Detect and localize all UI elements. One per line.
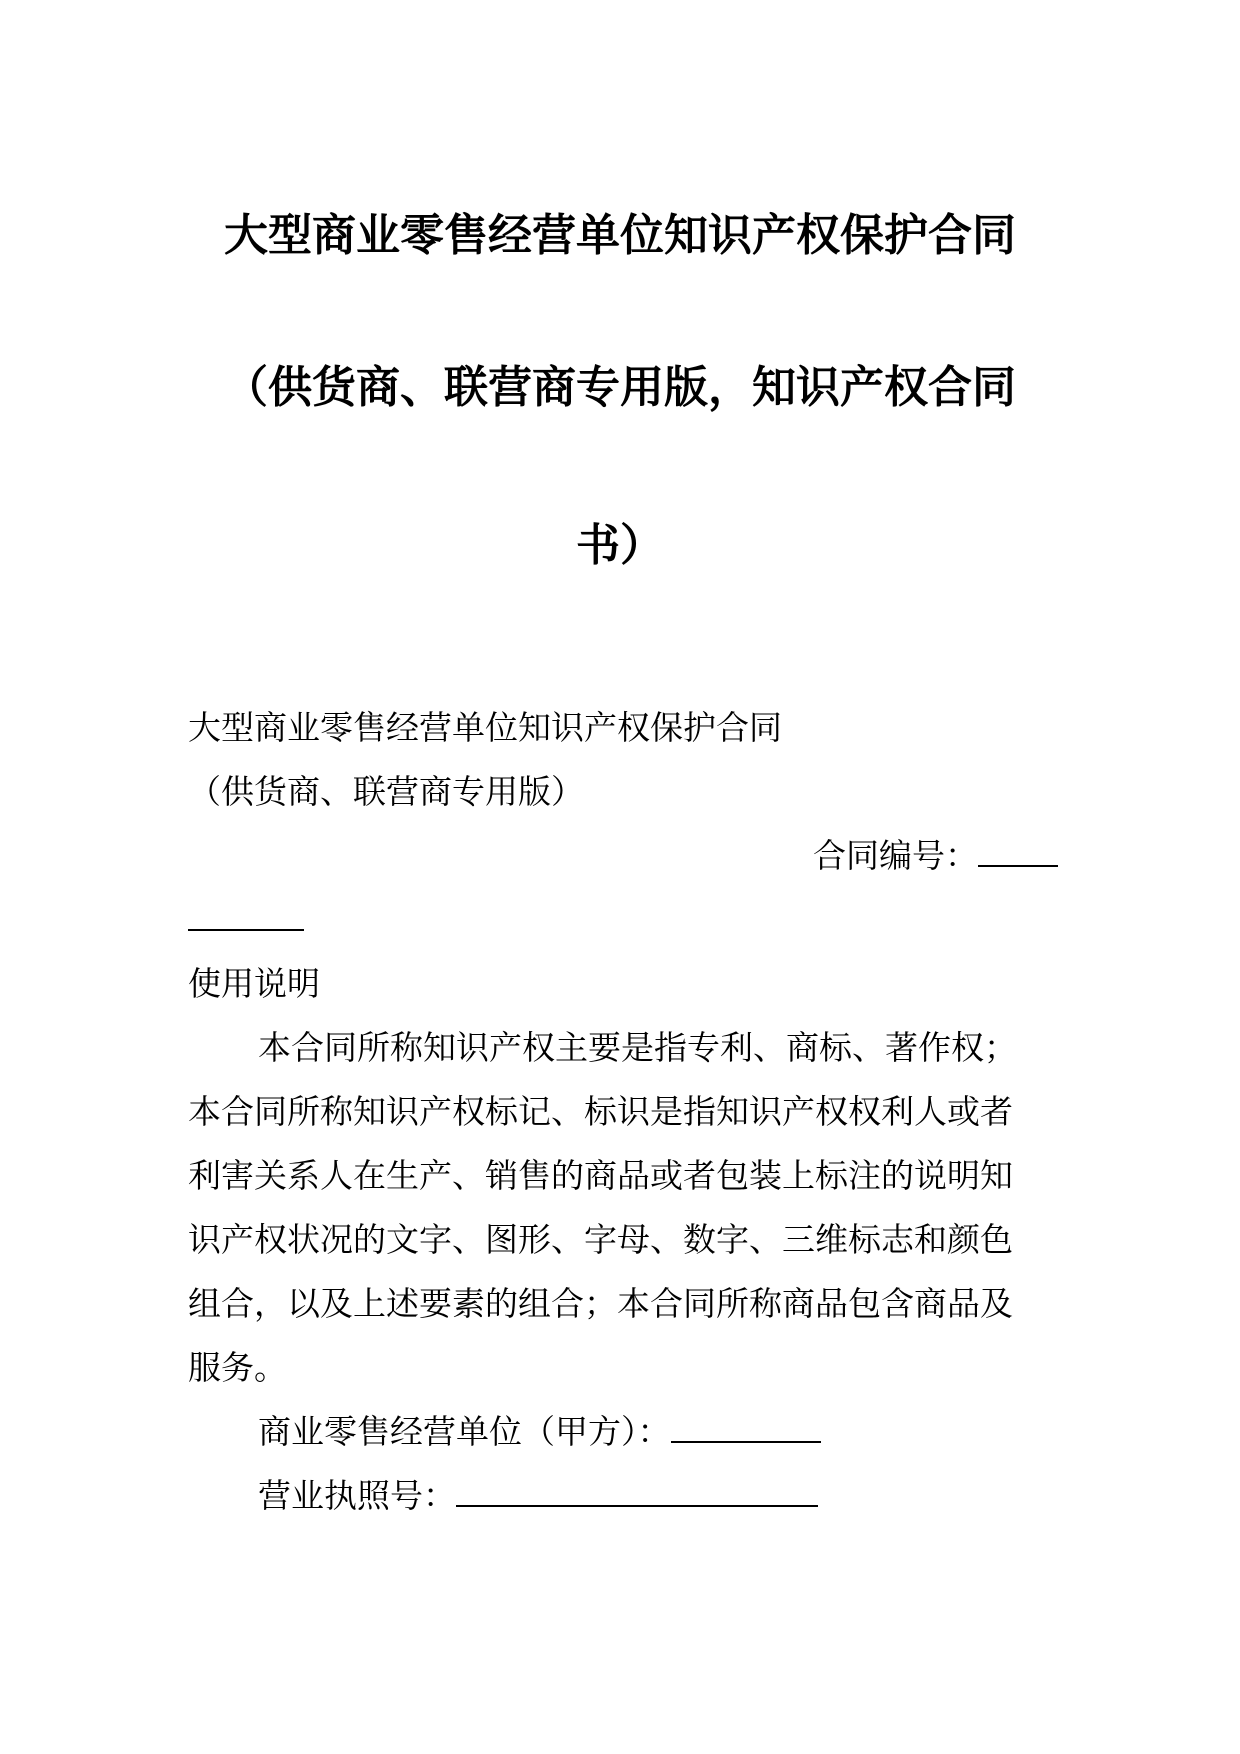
document-title-line-3: 书）	[576, 520, 664, 571]
usage-text-line-1: 本合同所称知识产权主要是指专利、商标、著作权；	[258, 1028, 1017, 1067]
usage-text-line-4: 识产权状况的文字、图形、字母、数字、三维标志和颜色	[188, 1220, 1013, 1259]
usage-text-line-6: 服务。	[188, 1348, 287, 1387]
usage-text-line-3: 利害关系人在生产、销售的商品或者包装上标注的说明知	[188, 1156, 1013, 1195]
license-number-label: 营业执照号：	[258, 1476, 456, 1515]
contract-number-blank-part-1	[978, 835, 1058, 867]
usage-title: 使用说明	[188, 964, 320, 1003]
license-number-row	[188, 1474, 1128, 1518]
contract-subheading: （供货商、联营商专用版）	[188, 772, 584, 811]
party-a-blank	[671, 1411, 821, 1443]
contract-number-row	[188, 834, 1058, 878]
contract-number-blank-part-2	[188, 899, 304, 931]
license-number-blank	[456, 1475, 818, 1507]
usage-text-line-2: 本合同所称知识产权标记、标识是指知识产权权利人或者	[188, 1092, 1013, 1131]
document-title-line-1: 大型商业零售经营单位知识产权保护合同	[224, 210, 1016, 261]
party-a-label: 商业零售经营单位（甲方）：	[258, 1412, 671, 1451]
contract-number-label: 合同编号：	[813, 836, 978, 875]
contract-heading: 大型商业零售经营单位知识产权保护合同	[188, 708, 782, 747]
usage-text-line-5: 组合，以及上述要素的组合；本合同所称商品包含商品及	[188, 1284, 1013, 1323]
contract-number-continuation	[188, 898, 1058, 942]
document-title-line-2: （供货商、联营商专用版，知识产权合同	[224, 362, 1016, 413]
party-a-row	[188, 1410, 1128, 1454]
